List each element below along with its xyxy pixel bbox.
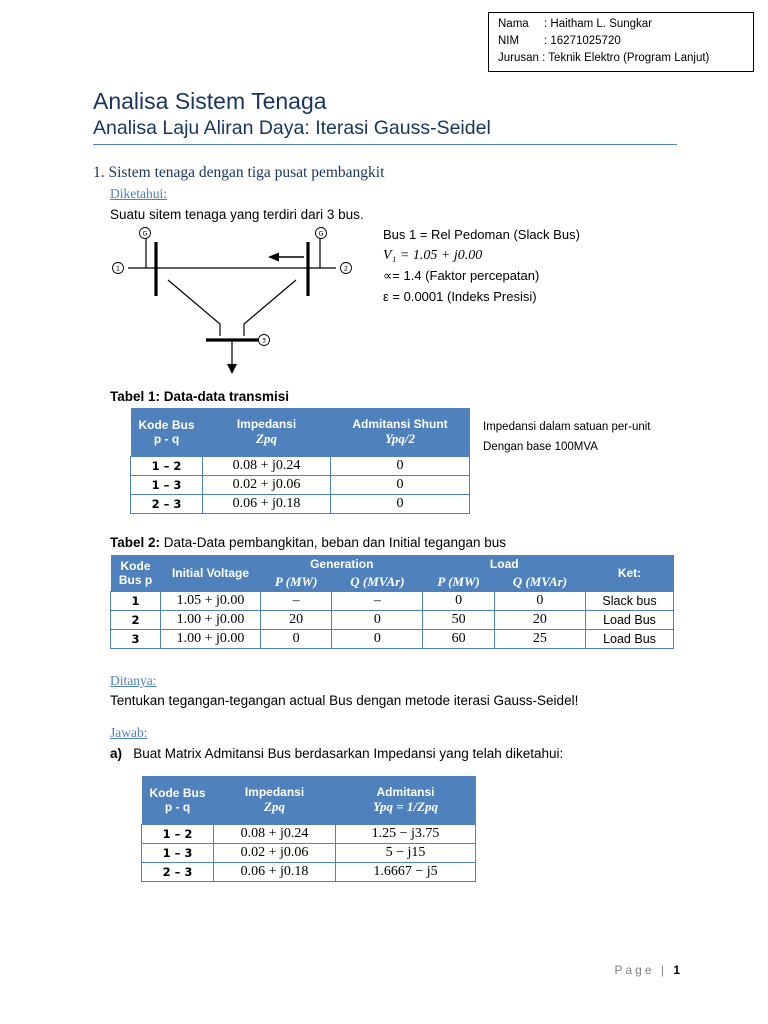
gen-1-label: G (142, 229, 148, 238)
table-row: 1 1.05 + j0.00 – – 0 0 Slack bus (111, 591, 674, 610)
t1-col-kode: Kode Bus p - q (131, 408, 203, 456)
page-footer: Page | 1 (614, 963, 680, 977)
table-row: 1 – 2 0.08 + j0.24 0 (131, 456, 470, 475)
nama-value: : Haitham L. Sungkar (544, 18, 653, 30)
table-row: 1 – 2 0.08 + j0.24 1.25 − j3.75 (142, 824, 476, 843)
table2-caption: Tabel 2: Data-Data pembangkitan, beban dan Initial tegangan bus (110, 535, 507, 550)
diketahui-heading: Diketahui: (110, 186, 167, 201)
given-v1: V₁ = 1.05 + j0.00 (383, 247, 483, 263)
given-eps: ε = 0.0001 (Indeks Presisi) (383, 288, 537, 304)
table-row: 2 – 3 0.06 + j0.18 0 (131, 494, 470, 513)
ditanya-heading: Ditanya: (110, 673, 157, 688)
line-1-3 (168, 280, 220, 336)
transmission-table (130, 408, 470, 514)
note-line-2: Dengan base 100MVA (483, 441, 598, 453)
page-title: Analisa Sistem Tenaga (93, 88, 327, 114)
bus-2-label: 2 (343, 264, 349, 273)
t1-col-adm: Admitansi Shunt Ypq/2 (331, 408, 470, 456)
table-row: 2 1.00 + j0.00 20 0 50 20 Load Bus (111, 610, 674, 629)
table1-note (483, 417, 651, 457)
given-bus1: Bus 1 = Rel Pedoman (Slack Bus) (383, 227, 580, 242)
title-divider (93, 144, 677, 145)
table-row: 2 – 3 0.06 + j0.18 1.6667 − j5 (142, 862, 476, 881)
bus-3-label: 3 (261, 336, 267, 345)
nim-label: NIM (498, 35, 520, 47)
jawab-heading: Jawab: (110, 725, 148, 740)
generation-load-table: Kode Bus p Initial Voltage Generation Load Ket: P (MW) Q (MVAr) P (MW) Q (MVAr) 1 1.05 + j0.00 – – 0 0 Slack bus 2 1.00 + j0.00 20 0 50 20 Load Bus 3 1.00 + j0.00 0 0 60 25 Load Bus (110, 555, 674, 649)
bus-1-label: 1 (115, 264, 121, 273)
line-2-3 (244, 280, 296, 336)
gen-2-label: G (318, 229, 324, 238)
nim-value: : 16271025720 (544, 35, 621, 47)
section-heading: 1. Sistem tenaga dengan tiga pusat pembangkit (93, 164, 385, 181)
given-data (383, 225, 580, 307)
question-text: Tentukan tegangan-tegangan actual Bus dengan metode iterasi Gauss-Seidel! (110, 693, 579, 708)
jurusan-label: Jurusan (498, 52, 539, 64)
step-a: a) Buat Matrix Admitansi Bus berdasarkan Impedansi yang telah diketahui: (110, 746, 564, 761)
nama-label: Nama (498, 18, 529, 30)
given-alpha: ∝= 1.4 (Faktor percepatan) (383, 268, 540, 283)
t1-col-imp: Impedansi Zpq (203, 408, 331, 456)
load-arrow (227, 364, 237, 374)
table-row: 3 1.00 + j0.00 0 0 60 25 Load Bus (111, 629, 674, 648)
jurusan-value: : Teknik Elektro (Program Lanjut) (542, 52, 710, 64)
note-line-1: Impedansi dalam satuan per-unit (483, 421, 651, 433)
table1-caption: Tabel 1: Data-data transmisi (110, 389, 290, 404)
table-row: 1 – 3 0.02 + j0.06 5 − j15 (142, 843, 476, 862)
student-info-box (488, 12, 754, 72)
page-subtitle: Analisa Laju Aliran Daya: Iterasi Gauss-Seidel (93, 117, 491, 139)
intro-text: Suatu sitem tenaga yang terdiri dari 3 bus. (110, 207, 364, 222)
table-row: 1 – 3 0.02 + j0.06 0 (131, 475, 470, 494)
one-line-diagram (108, 224, 368, 376)
admittance-table: Kode Bus p - q Impedansi Zpq Admitansi Ypq = 1/Zpq 1 – 2 0.08 + j0.24 1.25 − j3.75 1 – 3 0.02 + j0.06 5 − j15 2 – 3 0.06 + j0.18 1.6667 − j5 (141, 776, 476, 882)
